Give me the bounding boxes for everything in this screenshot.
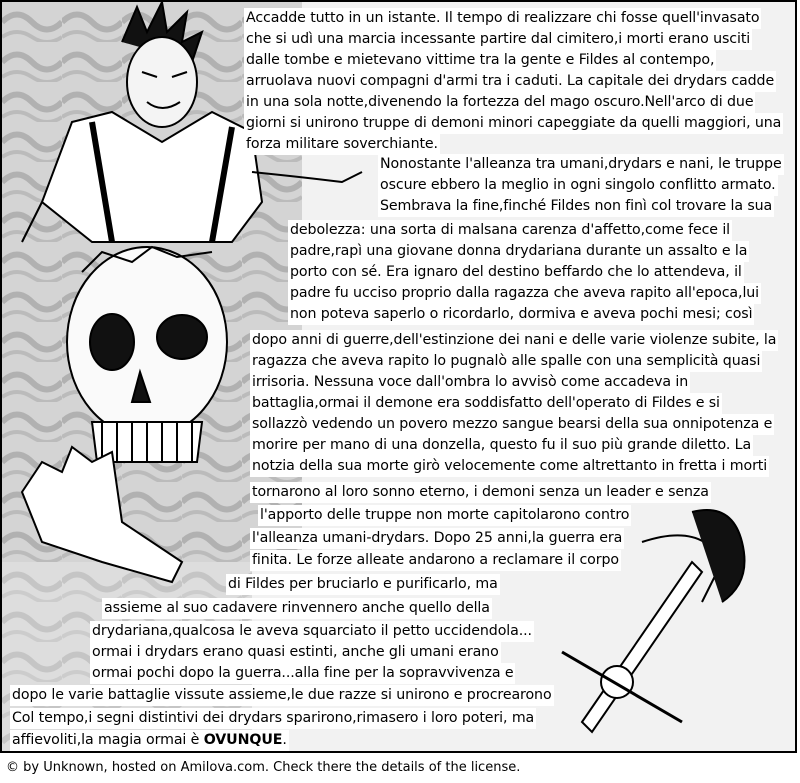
story-line: battaglia,ormai il demone era soddisfatto dell'operato di Fildes e si	[250, 393, 722, 414]
story-line: morire per mano di una donzella, questo fu il suo più grande diletto. La	[250, 435, 753, 456]
final-line-end: .	[282, 732, 287, 748]
story-line: oscure ebbero la meglio in ogni singolo conflitto armato.	[378, 175, 778, 196]
story-line: forza militare soverchiante.	[244, 134, 440, 155]
story-line: ragazza che aveva rapito lo pugnalò alle spalle con una semplicità quasi	[250, 351, 762, 372]
story-line: Accadde tutto in un istante. Il tempo di realizzare chi fosse quell'invasato	[244, 8, 761, 29]
story-line: arruolava nuovi compagni d'armi tra i caduti. La capitale dei drydars cadde	[244, 71, 776, 92]
story-line: porto con sé. Era ignaro del destino beffardo che lo attendeva, il	[288, 262, 744, 283]
story-line: debolezza: una sorta di malsana carenza d'affetto,come fece il	[288, 220, 732, 241]
story-line: sollazzò vedendo un povero mezzo sangue bearsi della sua onnipotenza e	[250, 414, 774, 435]
story-line: l'alleanza umani-drydars. Dopo 25 anni,la guerra era	[250, 528, 624, 549]
story-line: che si udì una marcia incessante partire dal cimitero,i morti erano usciti	[244, 29, 752, 50]
story-line: l'apporto delle truppe non morte capitolarono contro	[258, 505, 631, 526]
story-line: Sembrava la fine,finché Fildes non finì col trovare la sua	[378, 196, 774, 217]
story-line: in una sola notte,divenendo la fortezza del mago oscuro.Nell'arco di due	[244, 92, 755, 113]
story-line: dopo anni di guerre,dell'estinzione dei nani e delle varie violenze subite, la	[250, 330, 778, 351]
story-line: ormai i drydars erano quasi estinti, anche gli umani erano	[90, 642, 501, 663]
story-line: irrisoria. Nessuna voce dall'ombra lo avvisò come accadeva in	[250, 372, 690, 393]
story-line: drydariana,qualcosa le aveva squarciato il petto uccidendola...	[90, 621, 534, 642]
final-line-text: affievoliti,la magia ormai è	[12, 732, 204, 748]
story-line: non poteva saperlo o ricordarlo, dormiva e aveva pochi mesi; così	[288, 304, 754, 325]
story-line: ormai pochi dopo la guerra...alla fine per la sopravvivenza e	[90, 663, 515, 684]
story-line-final	[10, 730, 289, 751]
story-line: finita. Le forze alleate andarono a reclamare il corpo	[250, 550, 621, 571]
story-line: Nonostante l'alleanza tra umani,drydars e nani, le truppe	[378, 154, 784, 175]
story-line: notzia della sua morte girò velocemente come altrettanto in fretta i morti	[250, 456, 769, 477]
story-line: Col tempo,i segni distintivi dei drydars sparirono,rimasero i loro poteri, ma	[10, 708, 536, 729]
story-line: padre fu ucciso proprio dalla ragazza che aveva rapito all'epoca,lui	[288, 283, 761, 304]
story-line: padre,rapì una giovane donna drydariana durante un assalto e la	[288, 241, 749, 262]
story-line: giorni si unirono truppe di demoni minori capeggiate da quelli maggiori, una	[244, 113, 783, 134]
story-line: tornarono al loro sonno eterno, i demoni senza un leader e senza	[250, 482, 711, 503]
story-line: dopo le varie battaglie vissute assieme,le due razze si unirono e procrearono	[10, 685, 554, 706]
final-line-emphasis: OVUNQUE	[203, 732, 283, 748]
story-line: di Fildes per bruciarlo e purificarlo, ma	[226, 574, 500, 595]
story-line: assieme al suo cadavere rinvennero anche quello della	[102, 598, 492, 619]
story-line: dalle tombe e mietevano vittime tra la gente e Fildes al contempo,	[244, 50, 716, 71]
license-footer: © by Unknown, hosted on Amilova.com. Check there the details of the license.	[6, 760, 521, 775]
